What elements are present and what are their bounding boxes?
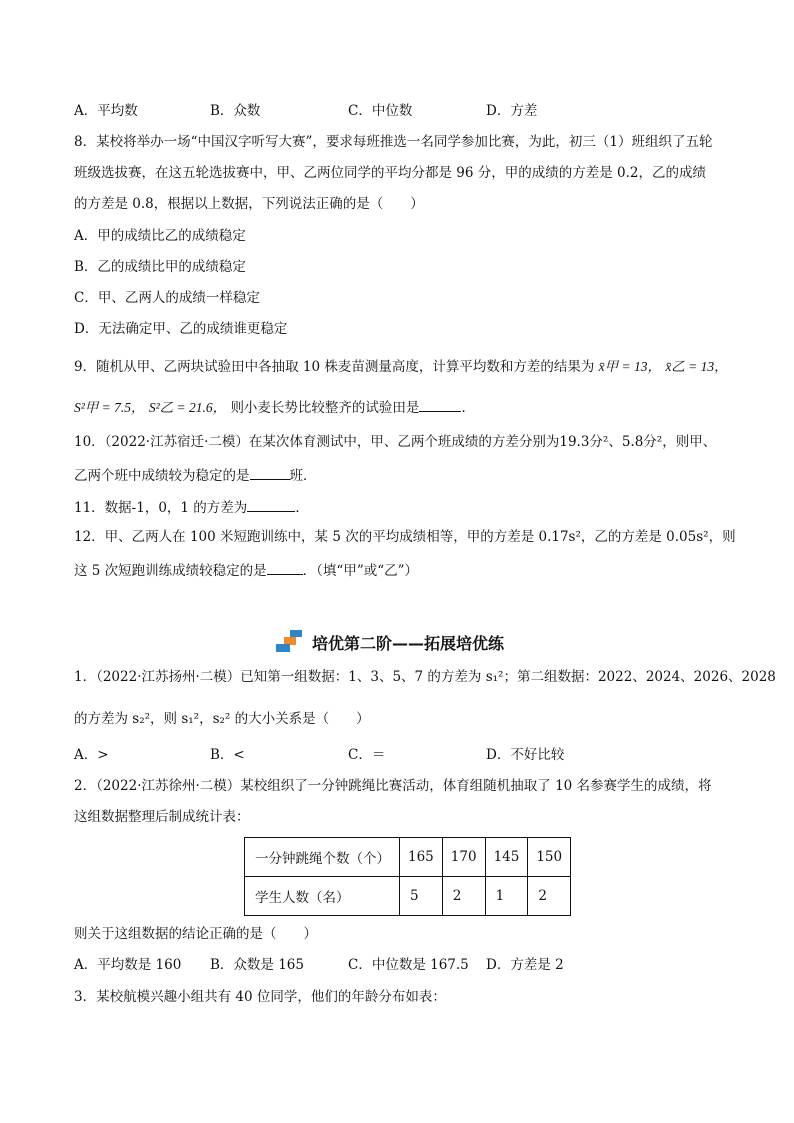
section-blocks-icon xyxy=(276,630,306,654)
q10-end: 班． xyxy=(289,468,317,484)
q8-line-3: 的方差是 0.8，根据以上数据，下列说法正确的是（ ） xyxy=(74,196,424,212)
section-heading xyxy=(276,630,504,654)
p1-line-2: 的方差为 s₂²，则 s₁²，s₂² 的大小关系是（ ） xyxy=(74,711,370,727)
jump-rope-stats-table xyxy=(244,837,571,916)
q12-answer-blank[interactable] xyxy=(267,560,303,575)
q12-text: 这 5 次短跑训练成绩较稳定的是 xyxy=(74,563,267,579)
table-cell: 150 xyxy=(528,838,571,877)
table-cell: 1 xyxy=(485,877,528,916)
p1-option-a: A．> xyxy=(74,747,109,763)
q9-rest: 则小麦长势比较整齐的试验田是 xyxy=(230,400,420,416)
q7-option-c: C．中位数 xyxy=(348,103,413,119)
q12-line-2 xyxy=(74,560,418,580)
p3-line-1: 3．某校航模兴趣小组共有 40 位同学，他们的年龄分布如表： xyxy=(74,989,446,1005)
table-row xyxy=(245,838,571,877)
q8-option-d: D．无法确定甲、乙的成绩谁更稳定 xyxy=(74,321,288,337)
p2-option-b: B．众数是 165 xyxy=(210,957,304,973)
q8-line-2: 班级选拔赛，在这五轮选拔赛中，甲、乙两位同学的平均分都是 96 分，甲的成绩的方差是 0.2，乙的成绩 xyxy=(74,165,707,181)
section-title: 培优第二阶——拓展培优练 xyxy=(312,633,505,653)
p2-line-2: 这组数据整理后制成统计表： xyxy=(74,809,250,825)
p2-line-1: 2．（2022·江苏徐州·二模）某校组织了一分钟跳绳比赛活动，体育组随机抽取了 10 名参赛学生的成绩，将 xyxy=(74,778,712,794)
q8-option-a: A．甲的成绩比乙的成绩稳定 xyxy=(74,228,246,244)
q10-line-2 xyxy=(74,465,317,485)
table-row-label: 一分钟跳绳个数（个） xyxy=(245,838,400,877)
table-cell: 145 xyxy=(485,838,528,877)
p2-option-d: D．方差是 2 xyxy=(486,957,564,973)
table-cell: 5 xyxy=(400,877,443,916)
q7-option-a: A．平均数 xyxy=(74,103,138,119)
table-cell: 2 xyxy=(528,877,571,916)
q11-answer-blank[interactable] xyxy=(247,497,295,512)
q9-line-2 xyxy=(74,397,475,417)
q12-end: ．（填“甲”或“乙”） xyxy=(302,563,419,579)
q11-text: 11．数据-1，0，1 的方差为 xyxy=(74,500,248,516)
q7-option-b: B．众数 xyxy=(210,103,261,119)
table-cell: 2 xyxy=(442,877,485,916)
p1-option-b: B．< xyxy=(210,747,245,763)
p1-line-1: 1．（2022·江苏扬州·二模）已知第一组数据：1、3、5、7 的方差为 s₁²；第二组数据：2022、2024、2026、2028 xyxy=(74,669,776,685)
q9-var-yi: S²乙 = 21.6， xyxy=(148,400,227,415)
q8-line-1: 8．某校将举办一场“中国汉字听写大赛”，要求每班推选一名同学参加比赛，为此，初三（1）班组织了五轮 xyxy=(74,134,713,150)
q9-answer-blank[interactable] xyxy=(419,397,461,412)
table-cell: 165 xyxy=(400,838,443,877)
q11-end: ． xyxy=(295,500,309,516)
q9-text: 9．随机从甲、乙两块试验田中各抽取 10 株麦苗测量高度，计算平均数和方差的结果为 xyxy=(74,359,595,375)
table-row xyxy=(245,877,571,916)
q11-line xyxy=(74,497,309,517)
p2-line-3: 则关于这组数据的结论正确的是（ ） xyxy=(74,926,317,942)
p2-option-c: C．中位数是 167.5 xyxy=(348,957,469,973)
q9-end: ． xyxy=(461,400,475,416)
q9-mean-yi: x̄乙 = 13， xyxy=(665,359,728,374)
q12-line-1: 12．甲、乙两人在 100 米短跑训练中，某 5 次的平均成绩相等，甲的方差是 0.17s²，乙的方差是 0.05s²，则 xyxy=(74,529,736,545)
q10-line-1: 10．（2022·江苏宿迁·二模）在某次体育测试中，甲、乙两个班成绩的方差分别为19.3分²、5.8分²，则甲、 xyxy=(74,434,717,450)
table-cell: 170 xyxy=(442,838,485,877)
p1-option-d: D．不好比较 xyxy=(486,747,565,763)
q9-mean-jia: x̄甲 = 13， xyxy=(598,359,662,374)
q7-option-d: D．方差 xyxy=(486,103,538,119)
p1-option-c: C．＝ xyxy=(348,747,386,763)
table-row-label: 学生人数（名） xyxy=(245,877,400,916)
q9-line-1 xyxy=(74,358,728,376)
q8-option-b: B．乙的成绩比甲的成绩稳定 xyxy=(74,259,246,275)
q10-answer-blank[interactable] xyxy=(250,465,290,480)
q9-var-jia: S²甲 = 7.5， xyxy=(74,400,145,415)
p2-option-a: A．平均数是 160 xyxy=(74,957,182,973)
q8-option-c: C．甲、乙两人的成绩一样稳定 xyxy=(74,290,260,306)
q10-text: 乙两个班中成绩较为稳定的是 xyxy=(74,468,250,484)
